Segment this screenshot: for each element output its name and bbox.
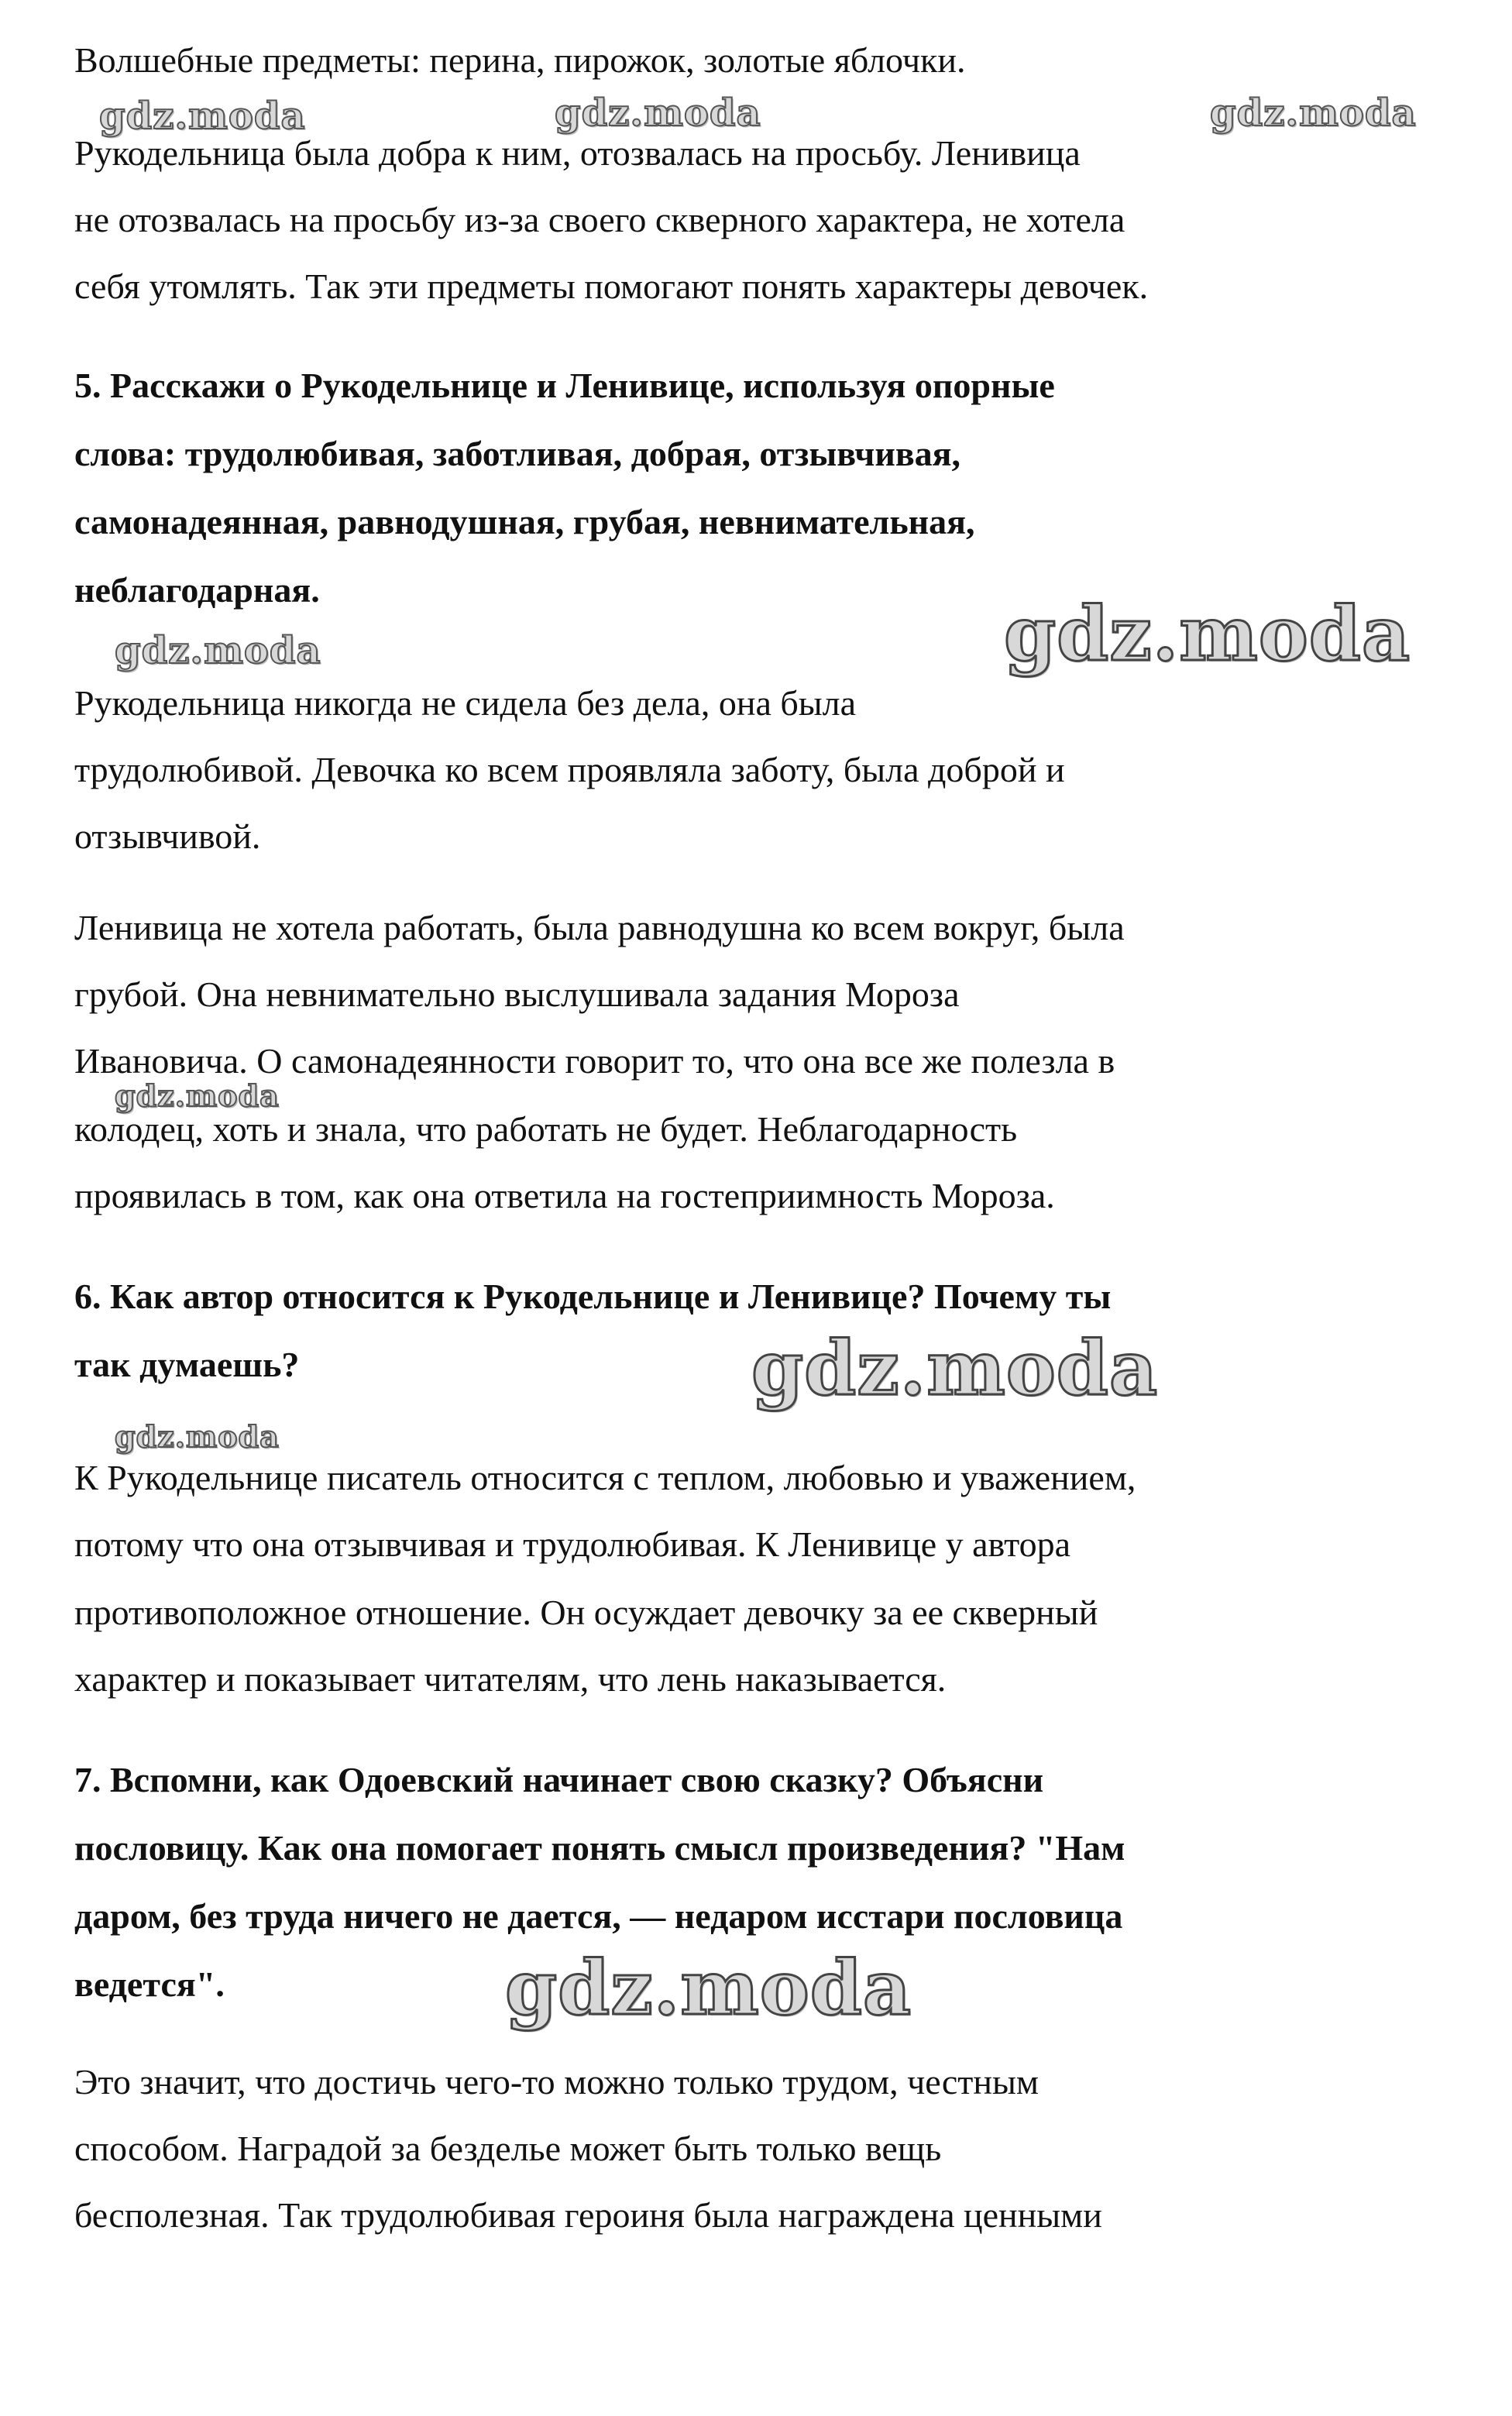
answer-line: потому что она отзывчивая и трудолюбивая. К Ленивице у автора — [74, 1524, 1071, 1564]
question-line: 7. Вспомни, как Одоевский начинает свою сказку? Объясни — [74, 1760, 1044, 1799]
answer-line: противоположное отношение. Он осуждает девочку за ее скверный — [74, 1593, 1098, 1632]
answer-line: себя утомлять. Так эти предметы помогают понять характеры девочек. — [74, 266, 1149, 306]
watermark-logo: gdz.moda — [751, 1325, 1159, 1412]
question-line: даром, без труда ничего не дается, — недаром исстари пословица — [74, 1896, 1123, 1936]
question-line: пословицу. Как она помогает понять смысл произведения? "Нам — [74, 1828, 1125, 1868]
watermark-logo: gdz.moda — [115, 1419, 280, 1454]
answer-line: Рукодельница никогда не сидела без дела, она была — [74, 683, 857, 723]
watermark-logo: gdz.moda — [555, 91, 761, 135]
answer-line: К Рукодельнице писатель относится с теплом, любовью и уважением, — [74, 1458, 1136, 1497]
question-line: слова: трудолюбивая, заботливая, добрая, отзывчивая, — [74, 434, 961, 473]
answer-line: не отозвалась на просьбу из-за своего скверного характера, не хотела — [74, 200, 1125, 239]
answer-line: Ивановича. О самонадеянности говорит то, что она все же полезла в — [74, 1041, 1115, 1081]
answer-line: Это значит, что достичь чего-то можно только трудом, честным — [74, 2062, 1039, 2102]
watermark-logo: gdz.moda — [99, 95, 306, 138]
answer-line: Рукодельница была добра к ним, отозвалась на просьбу. Ленивица — [74, 133, 1081, 173]
question-line: так думаешь? — [74, 1345, 300, 1384]
answer-line: грубой. Она невнимательно выслушивала задания Мороза — [74, 974, 960, 1014]
answer-line: бесполезная. Так трудолюбивая героиня была награждена ценными — [74, 2195, 1102, 2235]
answer-line: характер и показывает читателям, что лень наказывается. — [74, 1659, 947, 1699]
question-line: неблагодарная. — [74, 570, 320, 610]
answer-line: проявилась в том, как она ответила на гостеприимность Мороза. — [74, 1176, 1055, 1215]
question-line: ведется". — [74, 1964, 225, 2004]
watermark-logo: gdz.moda — [1004, 590, 1411, 678]
answer-line: Ленивица не хотела работать, была равнодушна ко всем вокруг, была — [74, 908, 1125, 947]
question-line: 5. Расскажи о Рукодельнице и Ленивице, используя опорные — [74, 366, 1055, 405]
answer-line: колодец, хоть и знала, что работать не будет. Неблагодарность — [74, 1109, 1018, 1149]
watermark-logo: gdz.moda — [505, 1944, 912, 2032]
answer-line: способом. Наградой за безделье может быть только вещь — [74, 2129, 942, 2168]
question-line: 6. Как автор относится к Рукодельнице и Ленивице? Почему ты — [74, 1277, 1112, 1316]
answer-line: трудолюбивой. Девочка ко всем проявляла заботу, была доброй и — [74, 750, 1065, 789]
answer-line: Волшебные предметы: перина, пирожок, золотые яблочки. — [74, 40, 966, 80]
watermark-logo: gdz.moda — [115, 629, 321, 672]
question-line: самонадеянная, равнодушная, грубая, невнимательная, — [74, 502, 975, 541]
watermark-logo: gdz.moda — [115, 1078, 280, 1113]
watermark-logo: gdz.moda — [1210, 91, 1417, 135]
answer-line: отзывчивой. — [74, 816, 261, 856]
